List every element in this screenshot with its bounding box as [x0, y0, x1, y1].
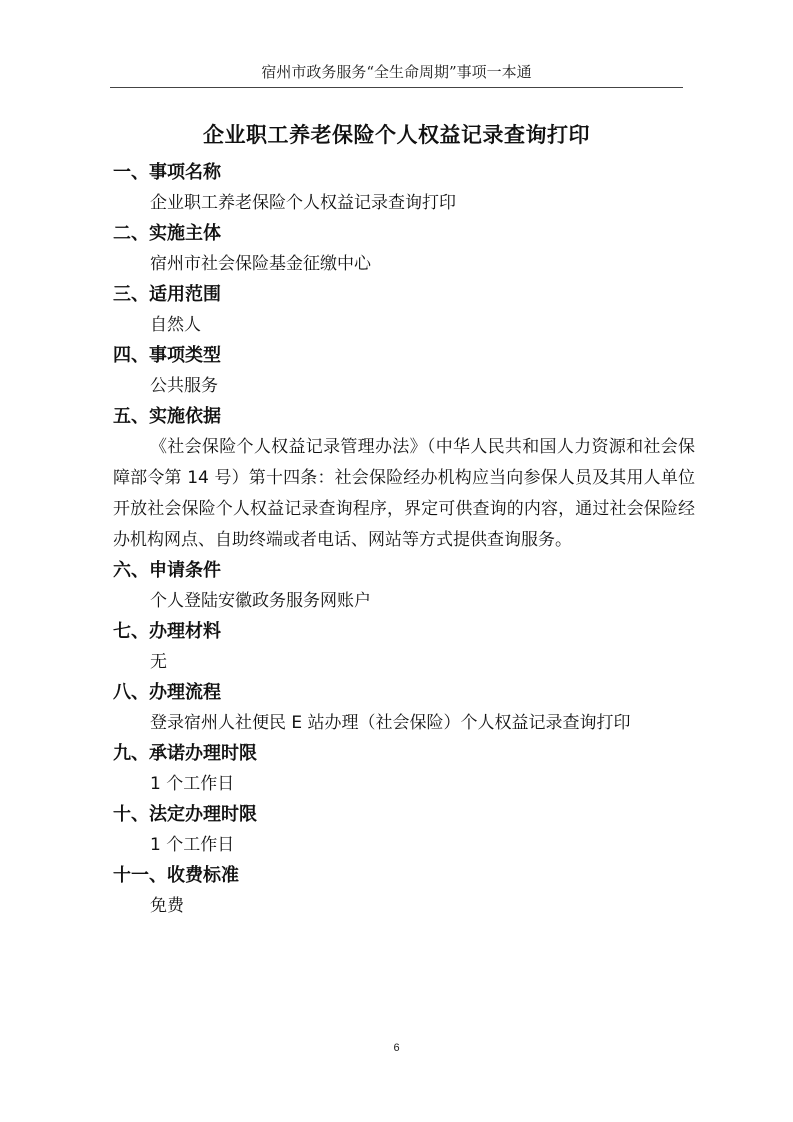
section-heading: 十一、收费标准: [113, 865, 239, 886]
section-body: 自然人: [150, 315, 201, 335]
running-header: 宿州市政务服务“全生命周期”事项一本通: [110, 62, 683, 88]
section-body: 1 个工作日: [150, 835, 235, 855]
section-legal-basis: [113, 402, 695, 556]
document-title: 企业职工养老保险个人权益记录查询打印: [203, 123, 590, 147]
section-heading: 五、实施依据: [113, 406, 221, 427]
section-body: 登录宿州人社便民 E 站办理（社会保险）个人权益记录查询打印: [150, 713, 631, 733]
section-body: 1 个工作日: [150, 774, 235, 794]
section-implementing-body: [113, 219, 695, 280]
section-heading: 六、申请条件: [113, 560, 221, 581]
section-item-type: [113, 341, 695, 402]
document-body: [113, 158, 695, 922]
section-statutory-time-limit: [113, 800, 695, 861]
section-application-conditions: [113, 556, 695, 617]
section-heading: 三、适用范围: [113, 284, 221, 305]
section-body: 无: [150, 652, 167, 672]
section-body: 个人登陆安徽政务服务网账户: [150, 591, 371, 611]
section-heading: 四、事项类型: [113, 345, 221, 366]
section-body: 免费: [150, 896, 184, 916]
section-process: [113, 678, 695, 739]
section-heading: 九、承诺办理时限: [113, 743, 257, 764]
section-heading: 二、实施主体: [113, 223, 221, 244]
section-materials: [113, 617, 695, 678]
section-heading: 十、法定办理时限: [113, 804, 257, 825]
section-body: 企业职工养老保险个人权益记录查询打印: [150, 193, 456, 213]
section-item-name: [113, 158, 695, 219]
section-heading: 一、事项名称: [113, 162, 221, 183]
section-body: 宿州市社会保险基金征缴中心: [150, 254, 371, 274]
section-body: 公共服务: [150, 376, 218, 396]
section-body: 《社会保险个人权益记录管理办法》（中华人民共和国人力资源和社会保障部令第 14 号）第十四条：社会保险经办机构应当向参保人员及其用人单位开放社会保险个人权益记录查询程序，界定可供查询的内容，通过社会保险经办机构网点、自助终端或者电话、网站等方式提供查询服务。: [113, 437, 695, 550]
section-heading: 八、办理流程: [113, 682, 221, 703]
section-scope: [113, 280, 695, 341]
section-fees: [113, 861, 695, 922]
page-number: 6: [393, 1042, 400, 1054]
section-heading: 七、办理材料: [113, 621, 221, 642]
section-promised-time-limit: [113, 739, 695, 800]
